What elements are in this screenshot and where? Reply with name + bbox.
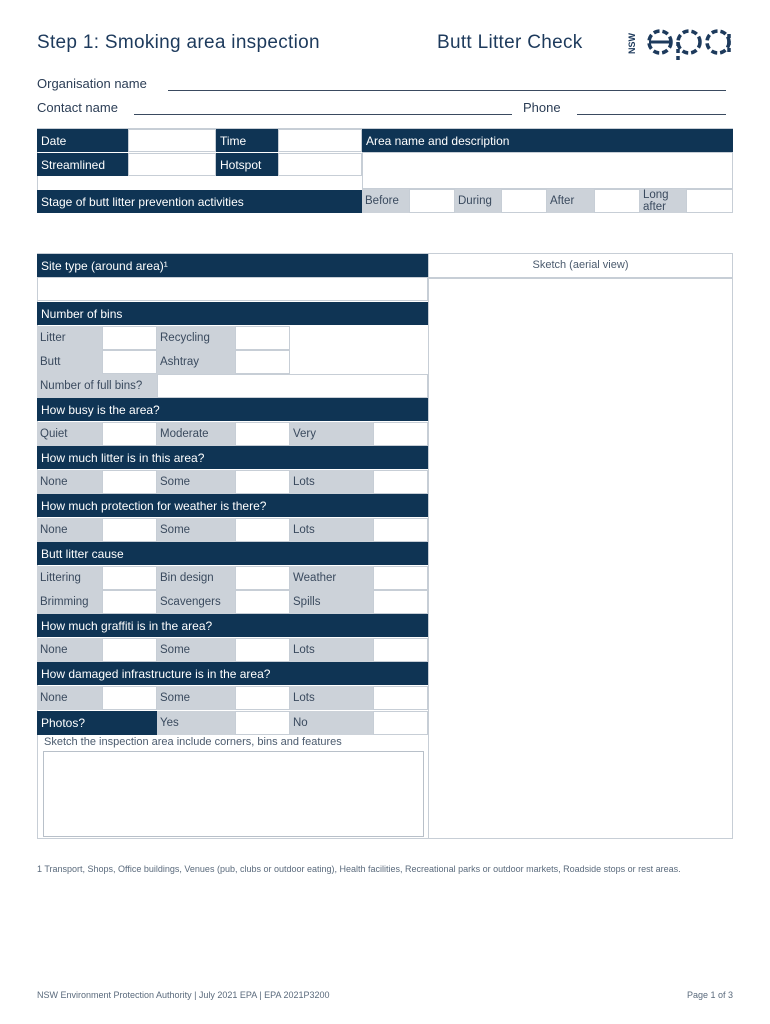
graffiti-label: How much graffiti is in the area? [37,614,428,637]
litter-none-checkbox[interactable] [102,470,157,494]
time-field[interactable] [278,129,362,152]
graffiti-lots-checkbox[interactable] [373,638,428,662]
stage-during-checkbox[interactable] [501,189,547,213]
damage-none-checkbox[interactable] [102,686,157,710]
cause-spills-checkbox[interactable] [373,590,428,614]
stage-before-label: Before [362,189,409,213]
date-field[interactable] [128,129,216,152]
litter-some-label: Some [157,470,235,494]
photos-yes-label: Yes [157,711,235,735]
hotspot-label: Hotspot [216,153,278,176]
stage-long-after-checkbox[interactable] [686,189,733,213]
bins-label: Number of bins [37,302,428,325]
busy-moderate-checkbox[interactable] [235,422,290,446]
cause-littering-checkbox[interactable] [102,566,157,590]
footnote: 1 Transport, Shops, Office buildings, Venues (pub, clubs or outdoor eating), Health facilities, Recreational parks or outdoor markets, Roadside stops or rest areas. [37,864,681,874]
hotspot-field[interactable] [278,153,362,176]
weather-none-label: None [37,518,102,542]
cause-weather-label: Weather [290,566,373,590]
litter-lots-label: Lots [290,470,373,494]
sketch-divider [428,277,733,279]
graffiti-none-label: None [37,638,102,662]
litter-some-checkbox[interactable] [235,470,290,494]
damage-lots-label: Lots [290,686,373,710]
streamlined-field[interactable] [128,153,216,176]
litter-lots-checkbox[interactable] [373,470,428,494]
bins-recycling-field[interactable] [235,326,290,350]
cause-brimming-label: Brimming [37,590,102,614]
sketch-label: Sketch (aerial view) [532,259,629,271]
stage-label: Stage of butt litter prevention activities [37,190,362,213]
damage-label: How damaged infrastructure is in the area? [37,662,428,685]
photos-label: Photos? [37,711,157,735]
cause-bin-design-label: Bin design [157,566,235,590]
area-description-field[interactable] [362,152,733,189]
full-bins-label: Number of full bins? [37,374,157,398]
stage-after-label: After [547,189,594,213]
busy-label: How busy is the area? [37,398,428,421]
busy-quiet-checkbox[interactable] [102,422,157,446]
cause-spills-label: Spills [290,590,373,614]
weather-lots-checkbox[interactable] [373,518,428,542]
photos-no-checkbox[interactable] [373,711,428,735]
weather-label: How much protection for weather is there? [37,494,428,517]
cause-littering-label: Littering [37,566,102,590]
time-label: Time [216,129,278,152]
weather-some-checkbox[interactable] [235,518,290,542]
contact-field[interactable] [134,114,512,115]
bins-butt-label: Butt [37,350,102,374]
cause-scavengers-checkbox[interactable] [235,590,290,614]
cause-weather-checkbox[interactable] [373,566,428,590]
bins-recycling-label: Recycling [157,326,235,350]
page-number: Page 1 of 3 [686,990,733,1000]
page-title: Step 1: Smoking area inspection [37,32,320,53]
busy-moderate-label: Moderate [157,422,235,446]
stage-during-label: During [455,189,501,213]
streamlined-label: Streamlined [37,153,128,176]
weather-none-checkbox[interactable] [102,518,157,542]
busy-very-checkbox[interactable] [373,422,428,446]
phone-field[interactable] [577,114,726,115]
bins-ashtray-label: Ashtray [157,350,235,374]
graffiti-some-label: Some [157,638,235,662]
weather-some-label: Some [157,518,235,542]
photos-yes-checkbox[interactable] [235,711,290,735]
graffiti-some-checkbox[interactable] [235,638,290,662]
cause-brimming-checkbox[interactable] [102,590,157,614]
bins-butt-field[interactable] [102,350,157,374]
bins-litter-field[interactable] [102,326,157,350]
form-subtitle: Butt Litter Check [437,32,583,53]
nsw-logo-text: NSW [627,33,637,54]
graffiti-lots-label: Lots [290,638,373,662]
phone-label: Phone [523,100,561,115]
damage-some-checkbox[interactable] [235,686,290,710]
area-name-label: Area name and description [362,129,733,152]
bins-ashtray-field[interactable] [235,350,290,374]
organisation-label: Organisation name [37,76,147,91]
nsw-epa-logo [626,20,736,60]
site-type-field[interactable] [37,277,428,301]
stage-long-after-label: Long after [640,189,686,213]
organisation-field[interactable] [168,90,726,91]
full-bins-field[interactable] [157,374,428,398]
cause-scavengers-label: Scavengers [157,590,235,614]
bins-litter-label: Litter [37,326,102,350]
sketch-instruction: Sketch the inspection area include corners, bins and features [44,736,342,748]
damage-lots-checkbox[interactable] [373,686,428,710]
inspection-sketch-box[interactable] [43,751,424,837]
damage-none-label: None [37,686,102,710]
damage-some-label: Some [157,686,235,710]
busy-very-label: Very [290,422,373,446]
footer-left: NSW Environment Protection Authority | July 2021 EPA | EPA 2021P3200 [37,990,330,1000]
site-type-label: Site type (around area)¹ [37,254,428,277]
photos-no-label: No [290,711,373,735]
busy-quiet-label: Quiet [37,422,102,446]
contact-label: Contact name [37,100,118,115]
stage-after-checkbox[interactable] [594,189,640,213]
graffiti-none-checkbox[interactable] [102,638,157,662]
stage-before-checkbox[interactable] [409,189,455,213]
date-label: Date [37,129,128,152]
weather-lots-label: Lots [290,518,373,542]
litter-label: How much litter is in this area? [37,446,428,469]
litter-none-label: None [37,470,102,494]
cause-bin-design-checkbox[interactable] [235,566,290,590]
sketch-panel[interactable] [428,253,733,839]
cause-label: Butt litter cause [37,542,428,565]
